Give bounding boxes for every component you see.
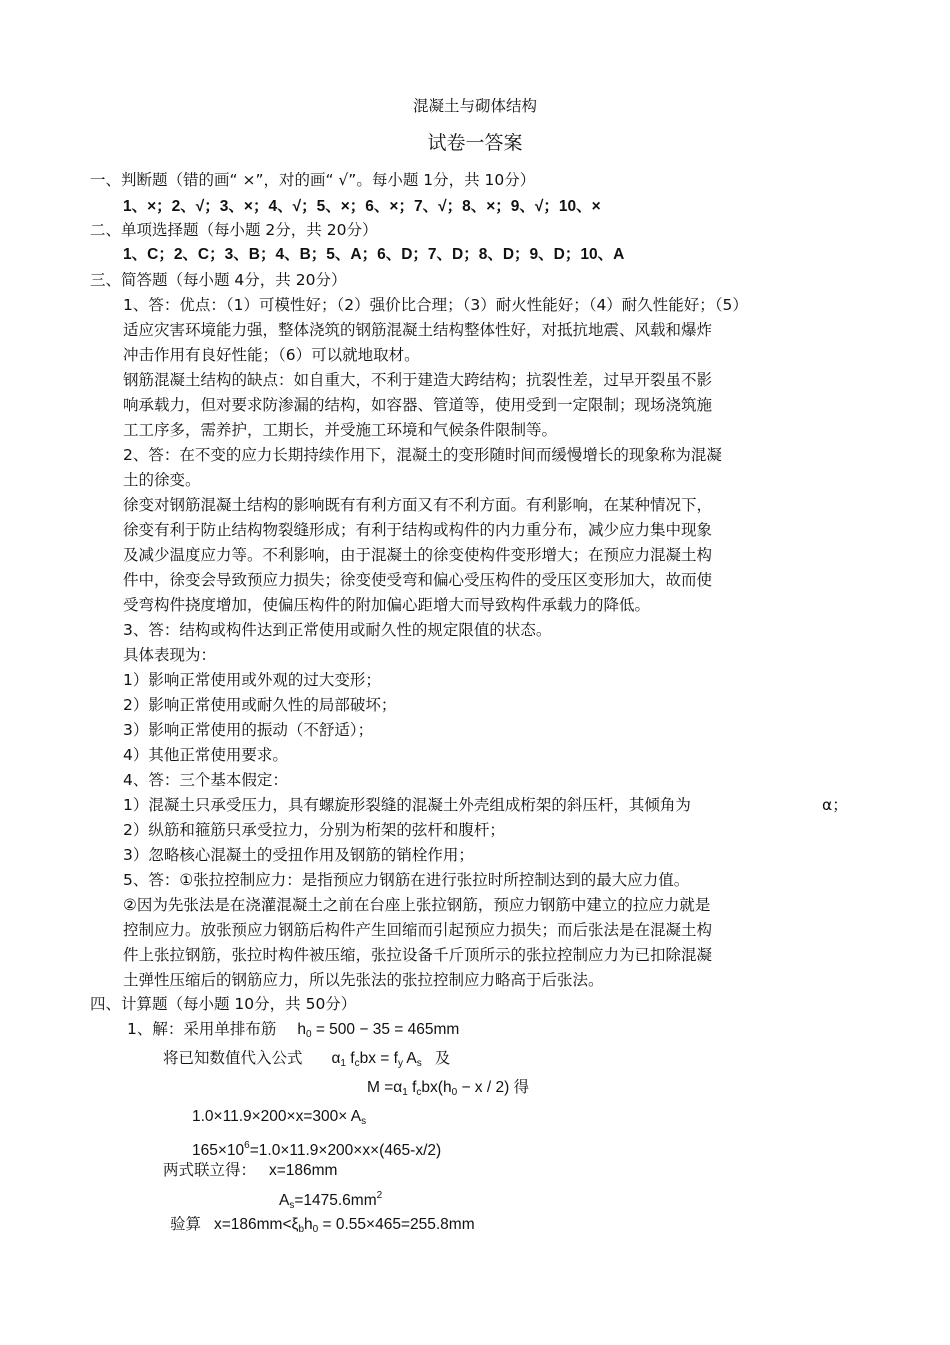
equation-4-exponent: 6	[244, 1140, 250, 1151]
q2-answer-line: 2、答：在不变的应力长期持续作用下，混凝土的变形随时间而缓慢增长的现象称为混凝	[123, 446, 722, 464]
q3-answer-line: 3、答：结构或构件达到正常使用或耐久性的规定限值的状态。	[123, 621, 552, 639]
q4-answer-line: 2）纵筋和箍筋只承受拉力，分别为桁架的弦杆和腹杆；	[123, 821, 505, 839]
solution-x: x=186mm	[268, 1162, 338, 1179]
q1-answer-line: 工工序多，需养护，工期长，并受施工环境和气候条件限制等。	[123, 421, 558, 439]
solution-as-exponent: 2	[376, 1190, 383, 1201]
q5-answer-line: 件上张拉钢筋，张拉时构件被压缩，张拉设备千斤顶所示的张拉控制应力为已扣除混凝	[123, 946, 713, 964]
q4-answer-line: 1）混凝土只承受压力，具有螺旋形裂缝的混凝土外壳组成桁架的斜压杆，其倾角为	[123, 796, 691, 814]
equilibrium-formula-1: $\alpha_1$ $f_cbx = f_y$ $A_s$	[331, 1050, 422, 1069]
formula-1-mid: bx = f	[359, 1050, 398, 1067]
check-equation: $x=186mm<\xi_bh_0 = 0.55\times 465=255.8mm$	[213, 1216, 475, 1235]
q5-answer-line: 控制应力。放张预应力钢筋后构件产生回缩而引起预应力损失；而后张法是在混凝土构	[123, 921, 713, 939]
substitute-text: 将已知数值代入公式	[163, 1049, 303, 1067]
q1-answer-line: 适应灾害环境能力强，整体浇筑的钢筋混凝土结构整体性好，对抵抗地震、风载和爆炸	[123, 321, 713, 339]
q5-answer-line: 土弹性压缩后的钢筋应力，所以先张法的张拉控制应力略高于后张法。	[123, 971, 604, 989]
section4-heading: 四、计算题（每小题 10分，共 50分）	[90, 995, 357, 1013]
formula-2-tail: − x / 2) 得	[461, 1079, 530, 1096]
q2-answer-line: 受弯构件挠度增加，使偏压构件的附加偏心距增大而导致构件承载力的降低。	[123, 596, 651, 614]
section2-answers: 1、C；2、C；3、B；4、B；5、A；6、D；7、D；8、D；9、D；10、A	[123, 246, 625, 263]
calc-intro	[127, 1019, 459, 1045]
equation-3: $1.0\times 11.9\times 200\times x=300\times A_s$	[192, 1108, 367, 1127]
q1-answer-line: 钢筋混凝土结构的缺点：如自重大，不利于建造大跨结构；抗裂性差，过早开裂虽不影	[123, 371, 713, 389]
q5-answer-line: 5、答：①张拉控制应力：是指预应力钢筋在进行张拉时所控制达到的最大应力值。	[123, 871, 690, 889]
q2-answer-line: 徐变对钢筋混凝土结构的影响既有有利方面又有不利方面。有利影响，在某种情况下，	[123, 496, 713, 514]
h0-value: = 500 − 35 = 465mm	[315, 1021, 460, 1038]
q4-answer-line: 4、答：三个基本假定：	[123, 771, 288, 789]
solution-as: $A_s=1475.6mm^2$	[279, 1190, 383, 1211]
equation-4-a: 165×10	[192, 1142, 245, 1159]
q1-answer-line: 1、答：优点：（1）可模性好；（2）强价比合理；（3）耐火性能好；（4）耐久性能好；（5）	[123, 296, 748, 314]
q4-answer-line: 3）忽略核心混凝土的受扭作用及钢筋的销栓作用；	[123, 846, 474, 864]
section1-heading: 一、判断题（错的画“ ×”，对的画“ √”。每小题 1分，共 10分）	[90, 171, 536, 189]
course-title: 混凝土与砌体结构	[412, 97, 537, 115]
q2-answer-line: 土的徐变。	[123, 471, 201, 489]
section2-heading: 二、单项选择题（每小题 2分，共 20分）	[90, 221, 378, 239]
solve-line	[163, 1160, 337, 1181]
equation-4-b: =1.0×11.9×200×x×(465-x/2)	[249, 1142, 442, 1159]
formula-2-mid: bx(h	[421, 1079, 452, 1096]
q2-answer-line: 徐变有利于防止结构物裂缝形成；有利于结构或构件的内力重分布，减少应力集中现象	[123, 521, 713, 539]
section1-answers: 1、×；2、√；3、×；4、√；5、×；6、×；7、√；8、×；9、√；10、×	[123, 198, 601, 215]
q3-answer-line: 3）影响正常使用的振动（不舒适）；	[123, 721, 374, 739]
q3-answer-line: 1）影响正常使用或外观的过大变形；	[123, 671, 381, 689]
q2-answer-line: 件中，徐变会导致预应力损失；徐变使受弯和偏心受压构件的受压区变形加大，故而使	[123, 571, 713, 589]
substitute-line	[163, 1048, 450, 1074]
section3-heading: 三、简答题（每小题 4分，共 20分）	[90, 271, 347, 289]
q2-answer-line: 及减少温度应力等。不利影响，由于混凝土的徐变使构件变形增大；在预应力混凝土构	[123, 546, 713, 564]
check-right: = 0.55×465=255.8mm	[322, 1216, 475, 1233]
q1-answer-line: 冲击作用有良好性能；（6）可以就地取材。	[123, 346, 420, 364]
q3-answer-line: 具体表现为：	[123, 646, 217, 664]
check-line	[170, 1214, 475, 1240]
equation-3-text: 1.0×11.9×200×x=300× A	[192, 1108, 362, 1125]
q3-answer-line: 2）影响正常使用或耐久性的局部破坏；	[123, 696, 397, 714]
h0-equation: $h_0 = 500 - 35 = 465mm$	[297, 1021, 460, 1040]
equation-4	[192, 1136, 441, 1161]
and-word: 及	[434, 1049, 451, 1067]
check-left: x=186mm<	[213, 1216, 292, 1233]
calc-intro-text: 1、解：采用单排布筋	[127, 1020, 277, 1038]
check-label: 验算	[170, 1215, 202, 1233]
q3-answer-line: 4）其他正常使用要求。	[123, 746, 288, 764]
solution-as-value: =1475.6mm	[294, 1192, 377, 1209]
q1-answer-line: 响承载力，但对要求防渗漏的结构，如容器、管道等，使用受到一定限制；现场浇筑施	[123, 396, 713, 414]
equilibrium-formula-2: $M =\alpha_1$ $f_cbx(h_0 - x / 2)$ 得	[367, 1079, 530, 1098]
alpha-symbol: α；	[822, 796, 848, 814]
q5-answer-line: ②因为先张法是在浇灌混凝土之前在台座上张拉钢筋，预应力钢筋中建立的拉应力就是	[123, 896, 711, 914]
solve-label: 两式联立得：	[163, 1161, 257, 1179]
paper-title: 试卷一答案	[427, 132, 523, 154]
